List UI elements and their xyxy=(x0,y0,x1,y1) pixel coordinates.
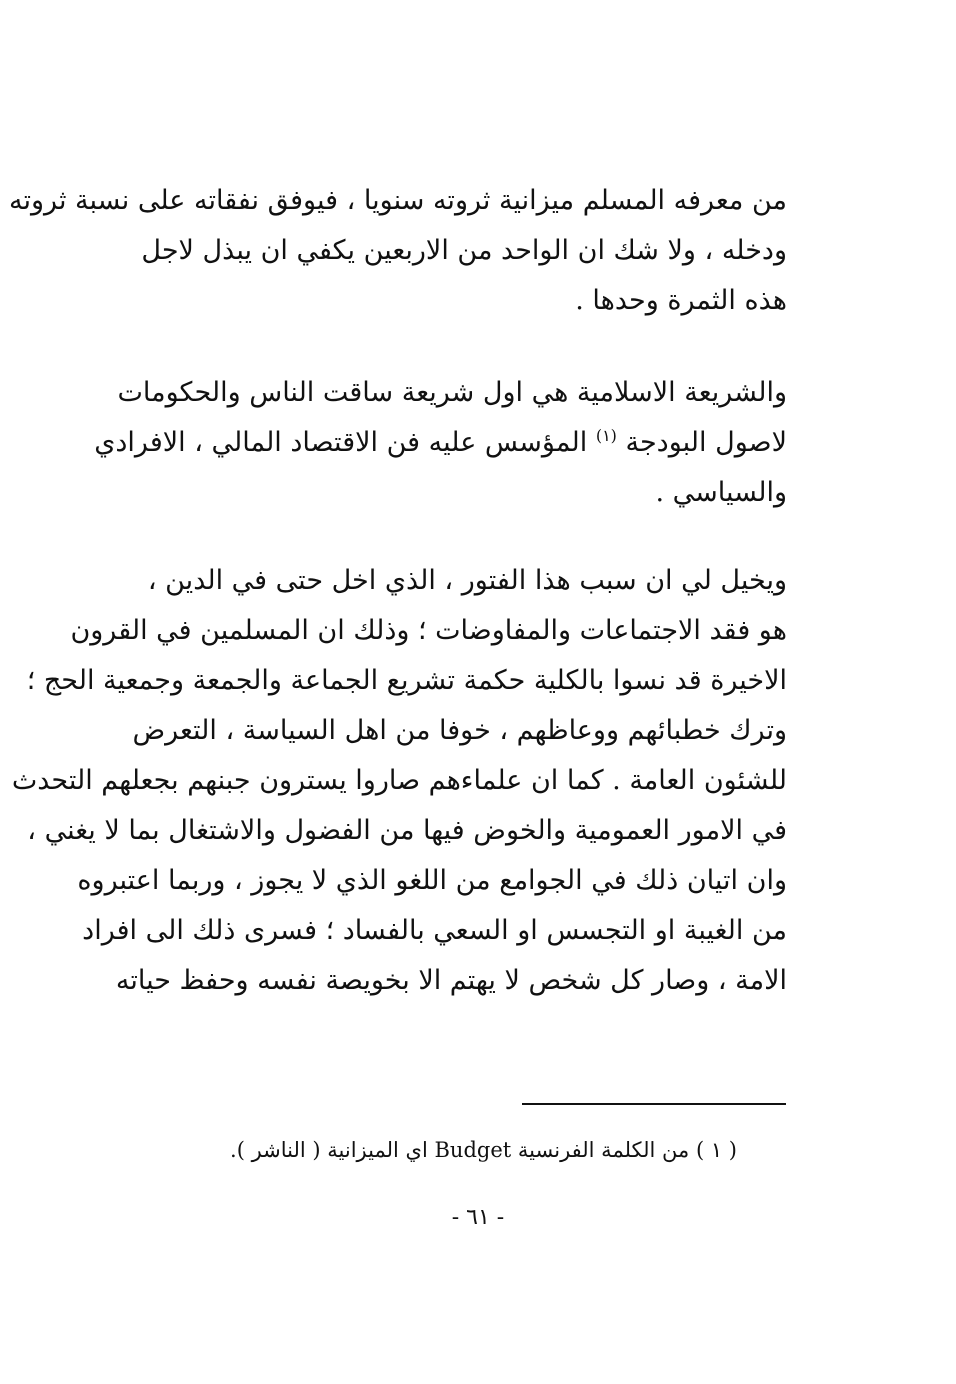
text-line: وترك خطبائهم ووعاظهم ، خوفا من اهل السياسة ، التعرض xyxy=(132,715,787,746)
paragraph-2 xyxy=(94,368,787,518)
text-line: والشريعة الاسلامية هي اول شريعة ساقت الناس والحكومات xyxy=(117,377,787,408)
text-fragment: لاصول البودجة xyxy=(625,427,787,458)
text-line: ودخله ، ولا شك ان الواحد من الاربعين يكفي ان يبذل لاجل xyxy=(141,235,787,266)
text-line: هذه الثمرة وحدها . xyxy=(575,285,787,316)
footnote-text: من الكلمة الفرنسية xyxy=(517,1138,690,1162)
text-line: ويخيل لي ان سبب هذا الفتور ، الذي اخل حتى في الدين ، xyxy=(147,565,787,596)
paragraph-1 xyxy=(9,176,787,326)
footnote-text: اي الميزانية ( الناشر ). xyxy=(230,1138,428,1162)
page-number: - ٦١ - xyxy=(451,1205,505,1230)
paragraph-3 xyxy=(11,556,787,1006)
text-line: من معرفه المسلم ميزانية ثروته سنويا ، فيوفق نفقاته على نسبة ثروته xyxy=(9,185,787,216)
footnote-divider xyxy=(522,1103,786,1105)
text-line: الاخيرة قد نسوا بالكلية حكمة تشريع الجماعة والجمعة وجمعية الحج ؛ xyxy=(26,665,787,696)
text-line: هو فقد الاجتماعات والمفاوضات ؛ وذلك ان المسلمين في القرون xyxy=(70,615,787,646)
text-line: للشئون العامة . كما ان علماءهم صاروا يسترون جبنهم بجعلهم التحدث xyxy=(11,765,787,796)
text-line-with-footnote xyxy=(94,418,787,468)
text-fragment: المؤسس عليه فن الاقتصاد المالي ، الافرادي xyxy=(94,427,588,458)
footnote-foreign-word: Budget xyxy=(434,1138,512,1162)
text-line: في الامور العمومية والخوض فيها من الفضول والاشتغال بما لا يغني ، xyxy=(27,815,787,846)
footnote-reference: (١) xyxy=(595,426,617,445)
footnote-marker: ( ١ ) xyxy=(695,1138,737,1162)
text-line: من الغيبة او التجسس او السعي بالفساد ؛ فسرى ذلك الى افراد xyxy=(82,915,787,946)
text-line: الامة ، وصار كل شخص لا يهتم الا بخويصة نفسه وحفظ حياته xyxy=(115,965,787,996)
text-line: والسياسي . xyxy=(655,477,787,508)
text-line: وان اتيان ذلك في الجوامع من اللغو الذي لا يجوز ، وربما اعتبروه xyxy=(77,865,787,896)
footnote xyxy=(175,1130,787,1170)
